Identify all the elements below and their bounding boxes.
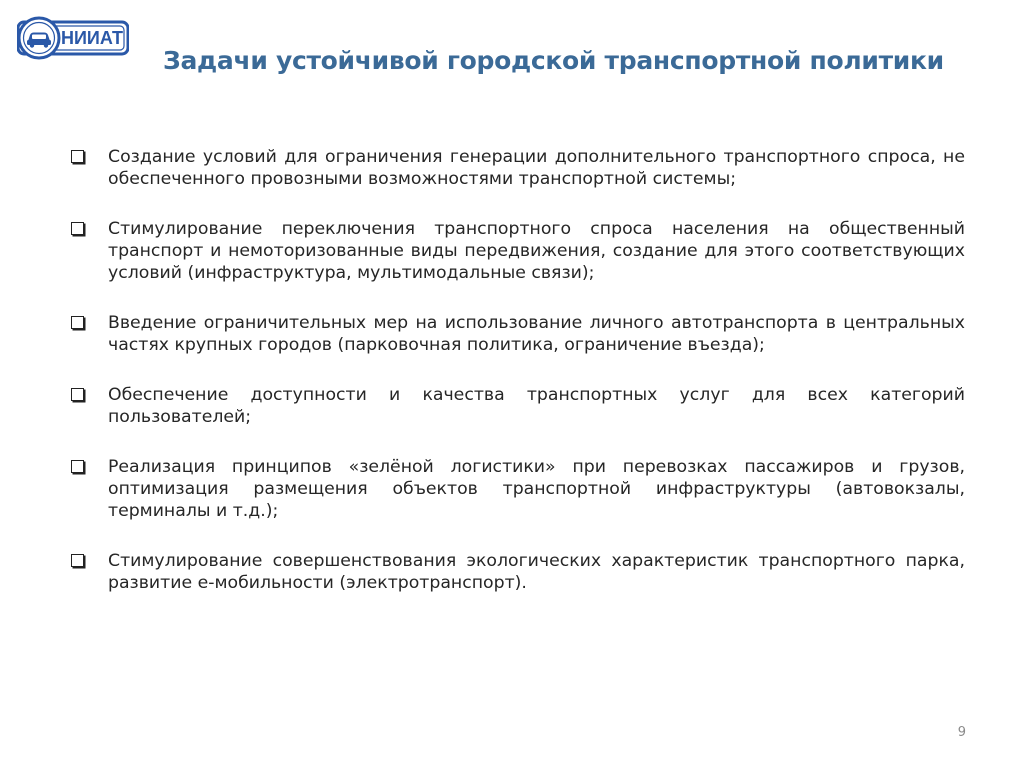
list-item-text: Стимулирование совершенствования экологических характеристик транспортного парка, развитие е-мобильности (электротранспорт). bbox=[108, 551, 965, 593]
checkbox-square-icon bbox=[71, 316, 84, 329]
checkbox-square-icon bbox=[71, 388, 84, 401]
logo-text: НИИАТ bbox=[61, 28, 123, 48]
list-item-text: Введение ограничительных мер на использование личного автотранспорта в центральных частях крупных городов (парковочная политика, ограничение въезда); bbox=[108, 313, 965, 355]
checkbox-square-icon bbox=[71, 554, 84, 567]
list-item bbox=[70, 550, 965, 594]
list-item-text: Стимулирование переключения транспортного спроса населения на общественный транспорт и немоторизованные виды передвижения, создание для этого соответствующих условий (инфраструктура, мультимодальные связи); bbox=[108, 219, 965, 283]
niiat-logo bbox=[17, 16, 129, 60]
checkbox-square-icon bbox=[71, 460, 84, 473]
list-item-text: Создание условий для ограничения генерации дополнительного транспортного спроса, не обеспеченного провозными возможностями транспортной системы; bbox=[108, 147, 965, 189]
list-item-text: Реализация принципов «зелёной логистики» при перевозках пассажиров и грузов, оптимизация размещения объектов транспортной инфраструктуры (автовокзалы, терминалы и т.д.); bbox=[108, 457, 965, 521]
list-item-text: Обеспечение доступности и качества транспортных услуг для всех категорий пользователей; bbox=[108, 385, 965, 427]
page-number: 9 bbox=[957, 725, 966, 740]
task-list bbox=[70, 146, 965, 622]
list-item bbox=[70, 384, 965, 428]
checkbox-square-icon bbox=[71, 150, 84, 163]
checkbox-square-icon bbox=[71, 222, 84, 235]
list-item bbox=[70, 146, 965, 190]
list-item bbox=[70, 456, 965, 522]
list-item bbox=[70, 218, 965, 284]
slide-title: Задачи устойчивой городской транспортной политики bbox=[163, 46, 944, 75]
list-item bbox=[70, 312, 965, 356]
